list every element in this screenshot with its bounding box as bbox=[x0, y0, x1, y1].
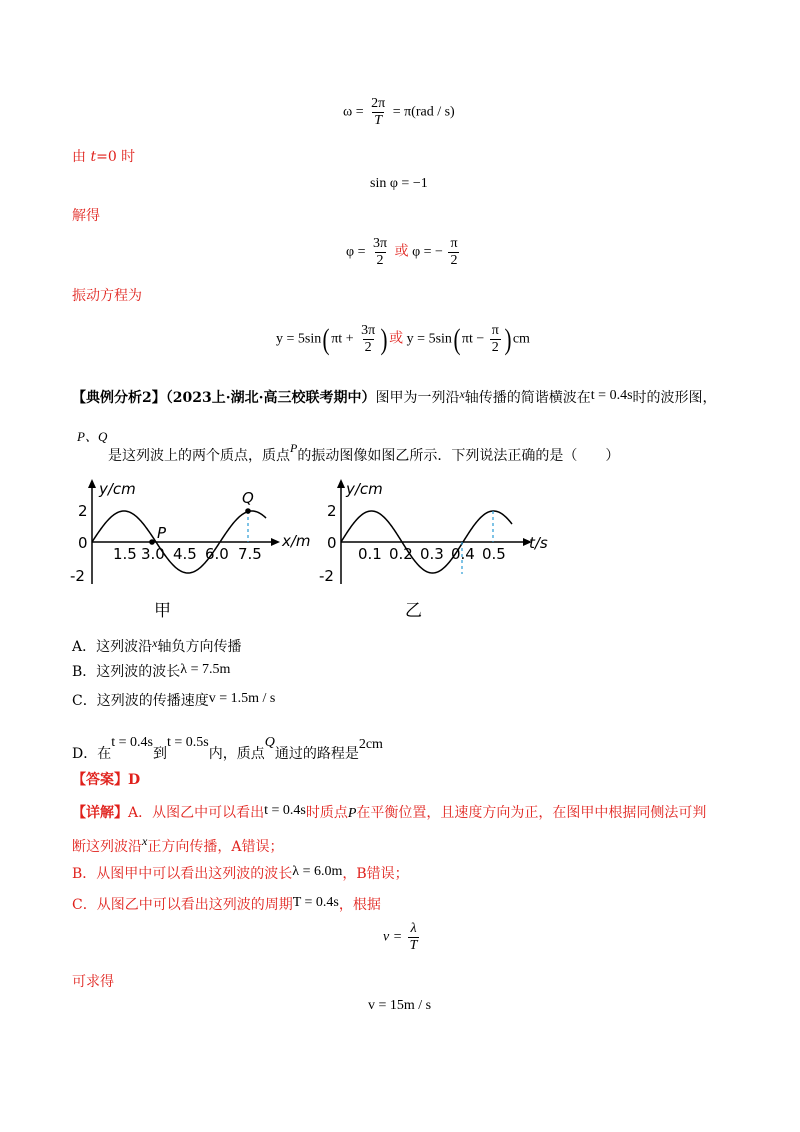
omega-equation bbox=[343, 96, 455, 129]
y-num2: π bbox=[491, 323, 499, 338]
option-d-to: 到 bbox=[152, 746, 167, 762]
example-source: （2023上·湖北·高三校联考期中） bbox=[165, 390, 376, 406]
option-d-t2: t = 0.5s bbox=[166, 735, 209, 750]
example-tag: 【典例分析2】 bbox=[72, 390, 166, 406]
jia-ylabel: y/cm bbox=[99, 480, 136, 498]
detail-line-1 bbox=[72, 801, 706, 824]
option-c-pre: C．这列波的传播速度 bbox=[72, 693, 209, 709]
graph-jia bbox=[66, 474, 326, 624]
jia-point-q bbox=[245, 508, 251, 514]
y-unit: cm bbox=[512, 331, 530, 347]
v-equation bbox=[383, 921, 421, 954]
y-or: 或 bbox=[389, 330, 404, 347]
option-d[interactable] bbox=[72, 733, 383, 764]
jia-xtick-2: 3.0 bbox=[141, 545, 165, 563]
detail-t: t = 0.4s bbox=[264, 803, 306, 818]
jia-y-arrow bbox=[88, 479, 96, 488]
paren-open-2: ( bbox=[453, 322, 461, 356]
detail-a2: 时质点 bbox=[305, 805, 348, 821]
yi-xtick-2: 0.2 bbox=[389, 545, 413, 563]
graph-yi bbox=[310, 474, 570, 624]
detail-b1: B．从图甲中可以看出这列波的波长 bbox=[72, 866, 293, 882]
jia-x-arrow bbox=[271, 538, 280, 546]
y-eq-a: y = 5sin bbox=[276, 331, 322, 347]
jia-xtick-1: 1.5 bbox=[113, 545, 137, 563]
yi-xtick-5: 0.5 bbox=[482, 545, 506, 563]
option-b-pre: B．这列波的波长 bbox=[72, 664, 181, 680]
detail-line-3 bbox=[72, 862, 409, 884]
option-d-pre: D．在 bbox=[72, 746, 112, 762]
option-a-pre: A．这列波沿 bbox=[72, 639, 153, 655]
jia-point-p bbox=[149, 539, 155, 545]
v-result: v = 15m / s bbox=[368, 998, 432, 1013]
t0-pre: 由 bbox=[72, 149, 91, 165]
detail-b-val: λ = 6.0m bbox=[292, 864, 343, 879]
option-b[interactable] bbox=[72, 660, 230, 682]
example-line-1 bbox=[72, 384, 717, 408]
example-line-2 bbox=[108, 438, 619, 466]
paren-close-1: ) bbox=[380, 322, 388, 356]
option-d-val: 2cm bbox=[358, 737, 383, 752]
keqiu-label: 可求得 bbox=[72, 974, 114, 990]
yi-xtick-4: 0.4 bbox=[451, 545, 475, 563]
option-a[interactable] bbox=[72, 633, 241, 657]
example-p: P bbox=[290, 441, 298, 455]
detail-a3: 在平衡位置，且速度方向为正，在图甲中根据同侧法可判 bbox=[356, 805, 707, 821]
detail-tag: 【详解】 bbox=[72, 805, 128, 821]
jia-xtick-4: 6.0 bbox=[205, 545, 229, 563]
v-lhs: v = bbox=[383, 929, 403, 945]
omega-den: T bbox=[374, 113, 383, 128]
v-fraction bbox=[408, 921, 420, 954]
jia-xtick-3: 4.5 bbox=[173, 545, 197, 563]
example-text2b: 的振动图像如图乙所示．下列说法正确的是（ ） bbox=[297, 448, 620, 464]
option-c-val: v = 1.5m / s bbox=[208, 691, 276, 706]
example-text1c: 时的波形图， bbox=[632, 390, 717, 406]
example-t-val: t = 0.4s bbox=[590, 388, 633, 403]
phi-num1: 3π bbox=[372, 236, 388, 251]
yi-xlabel: t/s bbox=[529, 534, 548, 552]
y-fraction-1 bbox=[359, 323, 377, 356]
v-num: λ bbox=[410, 921, 417, 936]
example-text2a: 是这列波上的两个质点，质点 bbox=[108, 448, 290, 464]
yi-y-arrow bbox=[337, 479, 345, 488]
detail-c2: ，根据 bbox=[338, 897, 381, 913]
t0-post: =0 时 bbox=[96, 149, 136, 165]
yi-ytick-0: 0 bbox=[327, 534, 337, 552]
jiede-label: 解得 bbox=[72, 208, 100, 224]
option-a-post: 轴负方向传播 bbox=[157, 639, 242, 655]
detail-c1: C．从图乙中可以看出这列波的周期 bbox=[72, 897, 293, 913]
y-num1: 3π bbox=[361, 323, 376, 338]
paren-open-1: ( bbox=[322, 322, 330, 356]
jia-caption: 甲 bbox=[154, 601, 171, 621]
y-den1: 2 bbox=[364, 340, 372, 355]
sin-equation: sin φ = −1 bbox=[370, 176, 428, 191]
y-eq-d: πt − bbox=[461, 331, 485, 347]
phi-den2: 2 bbox=[450, 253, 458, 268]
example-pq: P、Q bbox=[77, 429, 108, 444]
omega-lhs: ω = bbox=[343, 104, 364, 120]
v-den: T bbox=[409, 938, 418, 953]
detail-x: x bbox=[142, 834, 148, 848]
jia-label-q: Q bbox=[242, 489, 254, 507]
detail-a4: 断这列波沿 bbox=[72, 839, 142, 855]
example-text1b: 轴传播的简谐横波在 bbox=[464, 390, 591, 406]
jia-ytick-0: 0 bbox=[78, 534, 88, 552]
y-equation bbox=[276, 323, 530, 356]
detail-a1: A．从图乙中可以看出 bbox=[128, 805, 265, 821]
option-d-q: Q bbox=[264, 735, 275, 750]
answer: 【答案】D bbox=[72, 772, 141, 788]
detail-p: P bbox=[347, 806, 357, 821]
phi-fraction-2 bbox=[448, 236, 459, 269]
detail-line-2 bbox=[72, 831, 283, 857]
option-b-val: λ = 7.5m bbox=[180, 662, 231, 677]
phi-equation bbox=[346, 236, 462, 269]
detail-a5: 正方向传播，A错误； bbox=[147, 839, 284, 855]
omega-num: 2π bbox=[371, 96, 386, 111]
t0-t: t bbox=[90, 149, 97, 165]
detail-line-4 bbox=[72, 893, 381, 915]
jia-ytick-neg2: -2 bbox=[70, 567, 85, 585]
phi-mid: φ = − bbox=[412, 244, 443, 260]
paren-close-2: ) bbox=[504, 322, 512, 356]
jia-label-p: P bbox=[157, 524, 167, 542]
omega-rhs: = π(rad / s) bbox=[392, 104, 455, 120]
yi-caption: 乙 bbox=[405, 601, 422, 621]
detail-b2: ，B错误； bbox=[342, 866, 409, 882]
jia-xlabel: x/m bbox=[282, 532, 311, 550]
phi-num2: π bbox=[450, 236, 458, 251]
zhendong-label: 振动方程为 bbox=[72, 288, 142, 304]
yi-xtick-3: 0.3 bbox=[420, 545, 444, 563]
yi-ytick-2: 2 bbox=[327, 502, 337, 520]
example-text1a: 图甲为一列沿 bbox=[375, 390, 460, 406]
jia-xtick-5: 7.5 bbox=[238, 545, 262, 563]
detail-c-val: T = 0.4s bbox=[292, 895, 339, 910]
phi-fraction-1 bbox=[371, 236, 389, 269]
y-fraction-2 bbox=[490, 323, 501, 356]
option-c[interactable] bbox=[72, 689, 275, 711]
phi-lhs: φ = bbox=[346, 244, 366, 260]
option-d-mid: 内，质点 bbox=[208, 746, 265, 762]
option-a-x: x bbox=[152, 636, 158, 650]
phi-or: 或 bbox=[394, 243, 409, 260]
t0-label bbox=[72, 147, 135, 167]
yi-xtick-1: 0.1 bbox=[358, 545, 382, 563]
y-eq-c: y = 5sin bbox=[406, 331, 452, 347]
option-d-t1: t = 0.4s bbox=[111, 735, 153, 750]
jia-ytick-2: 2 bbox=[78, 502, 88, 520]
omega-fraction bbox=[369, 96, 387, 129]
option-d-post: 通过的路程是 bbox=[274, 746, 359, 762]
phi-den1: 2 bbox=[376, 253, 384, 268]
example-x: x bbox=[459, 387, 465, 401]
yi-ylabel: y/cm bbox=[346, 480, 383, 498]
y-den2: 2 bbox=[491, 340, 499, 355]
yi-ytick-neg2: -2 bbox=[319, 567, 334, 585]
y-eq-b: πt + bbox=[331, 331, 354, 347]
